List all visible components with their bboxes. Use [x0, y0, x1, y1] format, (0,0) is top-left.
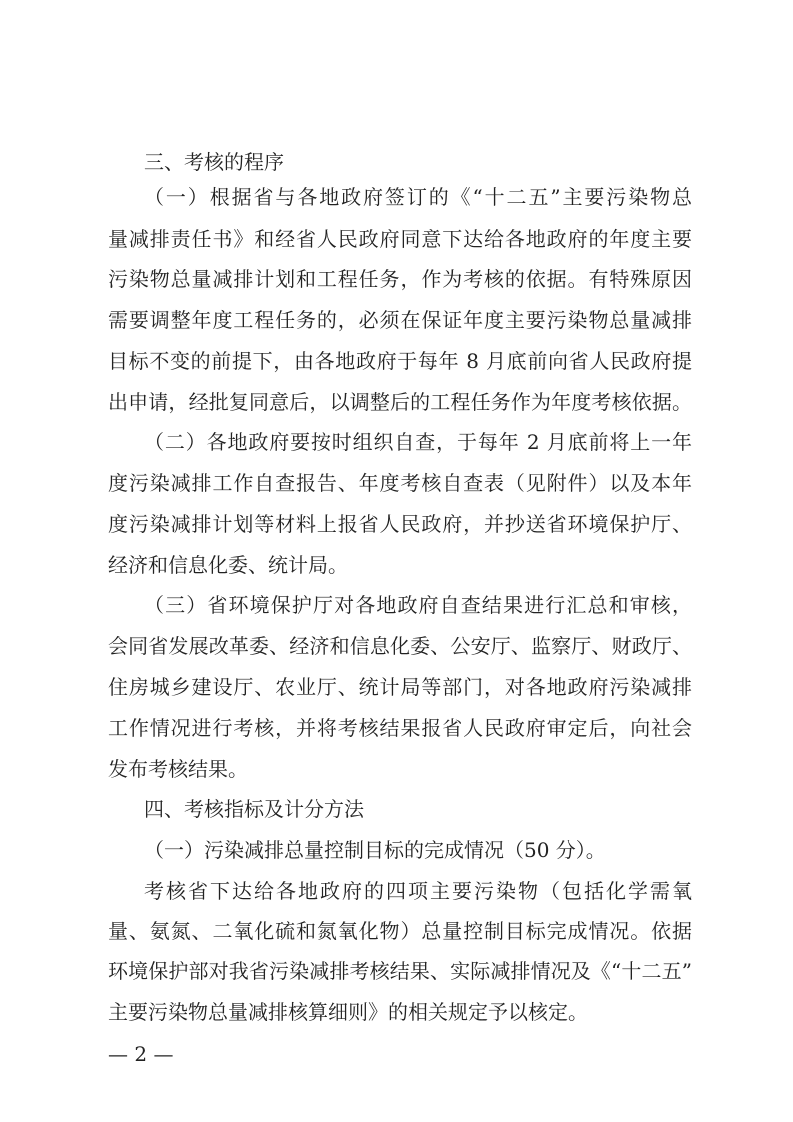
paragraph-line: 出申请，经批复同意后，以调整后的工程任务作为年度考核依据。	[108, 390, 692, 414]
section-heading-procedure: 三、考核的程序	[144, 150, 284, 174]
paragraph-line: 度污染减排计划等材料上报省人民政府，并抄送省环境保护厅、	[108, 512, 692, 536]
paragraph-line: 经济和信息化委、统计局。	[108, 553, 348, 577]
section-heading-indicators: 四、考核指标及计分方法	[144, 797, 364, 821]
paragraph-line: 考核省下达给各地政府的四项主要污染物（包括化学需氧	[144, 879, 692, 903]
paragraph-line: 住房城乡建设厅、农业厅、统计局等部门，对各地政府污染减排	[108, 675, 692, 699]
paragraph-line: 发布考核结果。	[108, 757, 248, 781]
paragraph-line: 量减排责任书》和经省人民政府同意下达给各地政府的年度主要	[108, 227, 692, 251]
paragraph-line: 工作情况进行考核，并将考核结果报省人民政府审定后，向社会	[108, 716, 692, 740]
subsection-heading: （一）污染减排总量控制目标的完成情况（50 分）。	[144, 838, 606, 862]
paragraph-line: 需要调整年度工程任务的，必须在保证年度主要污染物总量减排	[108, 308, 692, 332]
paragraph-line: （二）各地政府要按时组织自查，于每年 2 月底前将上一年	[144, 430, 692, 454]
paragraph-line: （三）省环境保护厅对各地政府自查结果进行汇总和审核，	[144, 593, 692, 617]
paragraph-line: 主要污染物总量减排核算细则》的相关规定予以核定。	[108, 1000, 588, 1024]
paragraph-line: 污染物总量减排计划和工程任务，作为考核的依据。有特殊原因	[108, 267, 692, 291]
paragraph-line: 目标不变的前提下，由各地政府于每年 8 月底前向省人民政府提	[108, 349, 692, 373]
paragraph-line: 会同省发展改革委、经济和信息化委、公安厅、监察厅、财政厅、	[108, 634, 692, 658]
paragraph-line: （一）根据省与各地政府签订的《“十二五”主要污染物总	[144, 185, 692, 209]
paragraph-line: 度污染减排工作自查报告、年度考核自查表（见附件）以及本年	[108, 471, 692, 495]
paragraph-line: 量、氨氮、二氧化硫和氮氧化物）总量控制目标完成情况。依据	[108, 919, 692, 943]
page-number: — 2 —	[108, 1042, 174, 1066]
paragraph-line: 环境保护部对我省污染减排考核结果、实际减排情况及《“十二五”	[108, 959, 692, 983]
